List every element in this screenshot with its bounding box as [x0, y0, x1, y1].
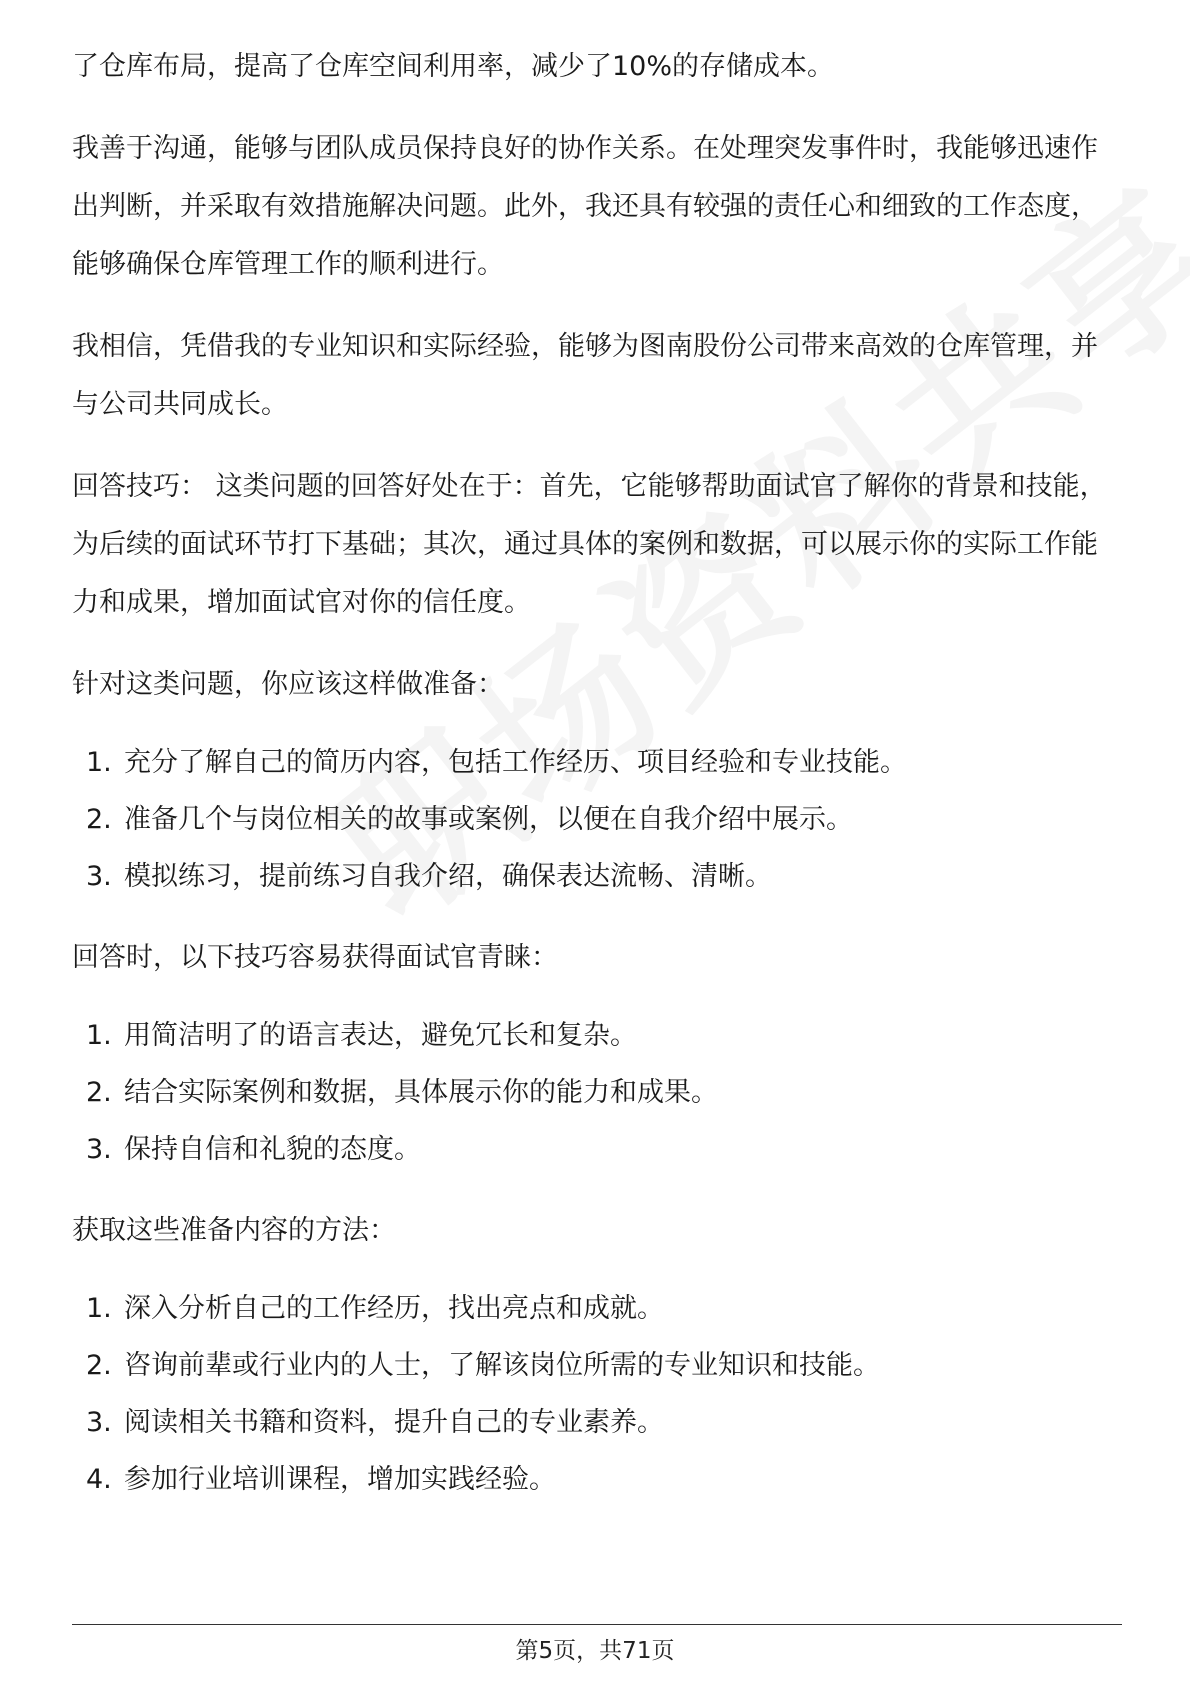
list-number: 1.	[86, 1293, 112, 1324]
page-number: 第5页，共71页	[515, 1638, 675, 1664]
paragraph-warehouse-layout: 了仓库布局，提高了仓库空间利用率，减少了10%的存储成本。	[72, 51, 835, 82]
list-item	[72, 1007, 1122, 1064]
list-item-text: 参加行业培训课程，增加实践经验。	[124, 1464, 556, 1495]
list-item-text: 结合实际案例和数据，具体展示你的能力和成果。	[124, 1077, 718, 1108]
list-item-text: 充分了解自己的简历内容，包括工作经历、项目经验和专业技能。	[124, 747, 907, 778]
list-number: 4.	[86, 1464, 112, 1495]
list-item	[72, 791, 1122, 848]
tips-heading: 回答时，以下技巧容易获得面试官青睐：	[72, 942, 558, 973]
list-number: 2.	[86, 1350, 112, 1381]
list-number: 3.	[86, 1407, 112, 1438]
list-item	[72, 734, 1122, 791]
paragraph-belief: 我相信，凭借我的专业知识和实际经验，能够为图南股份公司带来高效的仓库管理，并与公司共同成长。	[72, 331, 1098, 420]
list-item-text: 保持自信和礼貌的态度。	[124, 1134, 421, 1165]
list-item-text: 深入分析自己的工作经历，找出亮点和成就。	[124, 1293, 664, 1324]
prep-heading: 针对这类问题，你应该这样做准备：	[72, 669, 504, 700]
list-item	[72, 1121, 1122, 1178]
list-number: 2.	[86, 1077, 112, 1108]
list-item	[72, 848, 1122, 905]
list-item-text: 咨询前辈或行业内的人士，了解该岗位所需的专业知识和技能。	[124, 1350, 880, 1381]
paragraph-answer-tips: 回答技巧： 这类问题的回答好处在于：首先，它能够帮助面试官了解你的背景和技能，为后续的面试环节打下基础；其次，通过具体的案例和数据，可以展示你的实际工作能力和成果，增加面试官对你的信任度。	[72, 471, 1107, 618]
list-item	[72, 1451, 1122, 1508]
methods-heading: 获取这些准备内容的方法：	[72, 1215, 396, 1246]
list-item	[72, 1394, 1122, 1451]
list-item-text: 准备几个与岗位相关的故事或案例，以便在自我介绍中展示。	[124, 804, 853, 835]
tips-list	[72, 1007, 1122, 1178]
list-number: 2.	[86, 804, 112, 835]
list-number: 1.	[86, 1020, 112, 1051]
prep-list	[72, 734, 1122, 905]
list-number: 3.	[86, 861, 112, 892]
paragraph-communication: 我善于沟通，能够与团队成员保持良好的协作关系。在处理突发事件时，我能够迅速作出判断，并采取有效措施解决问题。此外，我还具有较强的责任心和细致的工作态度，能够确保仓库管理工作的顺利进行。	[72, 133, 1098, 280]
list-number: 3.	[86, 1134, 112, 1165]
methods-list	[72, 1280, 1122, 1508]
list-item	[72, 1337, 1122, 1394]
list-item	[72, 1280, 1122, 1337]
list-item-text: 用简洁明了的语言表达，避免冗长和复杂。	[124, 1020, 637, 1051]
list-number: 1.	[86, 747, 112, 778]
list-item	[72, 1064, 1122, 1121]
list-item-text: 模拟练习，提前练习自我介绍，确保表达流畅、清晰。	[124, 861, 772, 892]
list-item-text: 阅读相关书籍和资料，提升自己的专业素养。	[124, 1407, 664, 1438]
footer-divider	[72, 1624, 1122, 1625]
document-body	[72, 38, 1122, 1532]
